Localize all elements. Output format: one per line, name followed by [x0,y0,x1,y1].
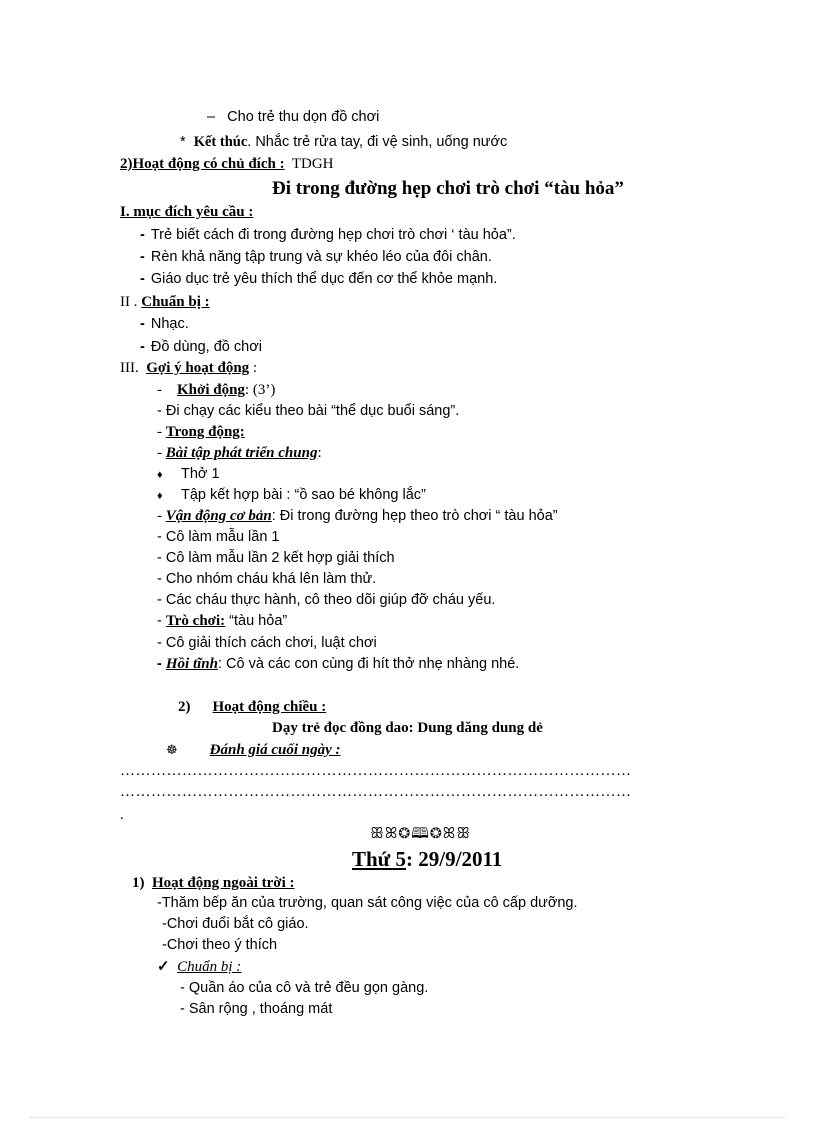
exercise-item [157,465,220,484]
day-date: : 29/9/2011 [406,847,503,871]
dotted-line: ……………………………………………………………………………………… [120,763,632,779]
game-label: Trò chơi: [165,613,226,629]
objective-item: - Rèn khả năng tập trung và sự khéo léo của đôi chân. [140,249,492,265]
warmup-label: Khởi động [177,382,245,398]
basic-movement-desc: : Đi trong đường hẹp theo trò chơi “ tàu hỏa” [271,508,558,524]
objective-item: - Trẻ biết cách đi trong đường hẹp chơi trò chơi ‘ tàu hỏa”. [140,227,516,243]
outdoor-number: 1) [132,875,145,891]
activity-heading: 2)Hoạt động có chủ đích : [120,156,285,172]
warmup-desc: - Đi chạy các kiểu theo bài “thể dục buổi sáng”. [157,403,460,419]
ending-label: Kết thúc [193,134,248,150]
outdoor-prep-item: - Sân rộng , thoáng mát [180,1001,333,1017]
objective-item: - Giáo dục trẻ yêu thích thể dục đến cơ thể khỏe mạnh. [140,271,498,287]
ending-text: . Nhắc trẻ rửa tay, đi vệ sinh, uống nước [247,134,508,150]
diamond-bullet-icon: ♦ [157,469,163,481]
evaluation-line [166,741,341,759]
preparation-text: Đồ dùng, đồ chơi [150,339,262,355]
basic-movement-line: - Vận động cơ bản: Đi trong đường hẹp theo trò chơi “ tàu hỏa” [157,508,558,524]
cleanup-line: – Cho trẻ thu dọn đồ chơi [207,109,380,125]
exercise-item [157,486,426,505]
evaluation-heading: Đánh giá cuối ngày : [209,742,341,758]
activities-heading-line [120,359,257,377]
preparation-item: - Nhạc. [140,316,189,332]
activities-prefix: III. [120,360,139,376]
preparation-text: Nhạc. [150,316,189,332]
warmup-line: - Khởi động: (3’) [157,382,276,398]
warmup-time: : (3’) [244,382,276,398]
dotted-line: ……………………………………………………………………………………… [120,784,632,800]
outdoor-item: -Chơi đuổi bắt cô giáo. [162,916,309,932]
ending-line [180,133,507,151]
objectives-heading: I. mục đích yêu cầu : [120,204,254,220]
step-item: - Cô làm mẫu lần 1 [157,529,280,545]
diamond-bullet-icon: ♦ [157,490,163,502]
exercise-line: - Bài tập phát triển chung: [157,445,322,461]
step-item: - Các cháu thực hành, cô theo dõi giúp đỡ cháu yếu. [157,592,496,608]
outdoor-prep-item: - Quần áo của cô và trẻ đều gọn gàng. [180,980,429,996]
afternoon-subtitle: Dạy trẻ đọc đồng dao: Dung dăng dung dẻ [272,720,543,736]
game-desc: - Cô giải thích cách chơi, luật chơi [157,635,377,651]
wheel-icon: ☸ [166,742,178,757]
preparation-prefix: II . [120,294,138,310]
exercise-text: Tập kết hợp bài : “ồ sao bé không lắc” [181,487,426,503]
checkmark-icon: ✓ [157,959,170,975]
activity-subject: TDGH [291,156,334,172]
afternoon-heading: Hoạt động chiều : [212,699,327,715]
page-bottom-edge [30,1117,786,1118]
activities-colon: : [252,360,258,376]
main-label: Trong động: [165,424,245,440]
preparation-heading-line [120,293,210,311]
main-line: - Trong động: [157,424,245,440]
exercise-label: Bài tập phát triển chung [165,445,318,461]
cooldown-line: - Hồi tĩnh: Cô và các con cùng đi hít thở nhẹ nhàng nhé. [157,656,520,672]
objective-text: Rèn khả năng tập trung và sự khéo léo của đôi chân. [150,249,492,265]
preparation-item: - Đồ dùng, đồ chơi [140,339,262,355]
objective-text: Trẻ biết cách đi trong đường hẹp chơi trò chơi ‘ tàu hỏa”. [150,227,516,243]
basic-movement-label: Vận động cơ bản [165,508,272,524]
outdoor-heading-line [132,874,294,892]
lesson-title: Đi trong đường hẹp chơi trò chơi “tàu hỏa” [272,178,624,199]
game-name: “tàu hỏa” [229,613,288,629]
outdoor-heading: Hoạt động ngoài trời : [152,875,295,891]
game-line: - Trò chơi: “tàu hỏa” [157,613,288,629]
outdoor-prep-line [157,958,241,976]
cleanup-text: Cho trẻ thu dọn đồ chơi [227,109,380,125]
cooldown-desc: : Cô và các con cùng đi hít thở nhẹ nhàng nhé. [217,656,520,672]
activities-heading: Gợi ý hoạt động [146,360,250,376]
day-label: Thứ 5 [352,847,407,871]
step-item: - Cô làm mẫu lần 2 kết hợp giải thích [157,550,395,566]
star-icon: * [180,134,186,150]
afternoon-number: 2) [178,699,191,715]
outdoor-item: -Chơi theo ý thích [162,937,278,953]
objective-text: Giáo dục trẻ yêu thích thể dục đến cơ thể khỏe mạnh. [150,271,498,287]
activity-heading-line [120,155,334,173]
ornament-divider-icon: ꕥꕤ❂🕮❂ꕤꕥ [370,825,472,842]
day-heading [352,847,502,871]
afternoon-heading-line [178,698,326,716]
cooldown-label: Hồi tĩnh [165,656,218,672]
outdoor-prep-heading: Chuẩn bị : [177,959,242,975]
end-dot: . [120,807,124,823]
preparation-heading: Chuẩn bị : [141,294,210,310]
outdoor-item: -Thăm bếp ăn của trường, quan sát công việc của cô cấp dưỡng. [157,895,578,911]
step-item: - Cho nhóm cháu khá lên làm thử. [157,571,377,587]
exercise-text: Thở 1 [181,466,220,482]
